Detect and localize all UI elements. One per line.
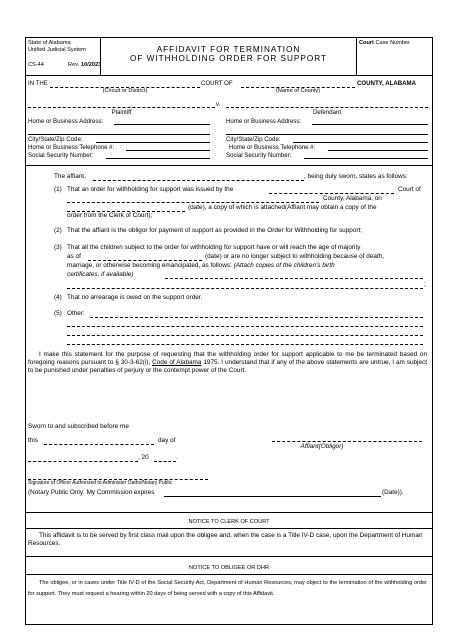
item3-text-c: (date) or are no longer subject to withholding because of death, — [205, 253, 385, 260]
plaintiff-address-field[interactable] — [114, 124, 210, 125]
notice-obligee-title: NOTICE TO OBLIGEE OR DHR — [189, 565, 269, 571]
item1-text-c: County, Alabama, on — [323, 195, 382, 202]
affiant-name-field[interactable] — [93, 180, 304, 181]
defendant-city-label: City/State/Zip Code: — [226, 136, 281, 143]
item2-text: That the affiant is the obligor for payment of support as provided in the Order for Withholding for support; — [67, 227, 363, 234]
item5-other-field-4[interactable] — [67, 344, 423, 345]
plaintiff-address-field-2[interactable] — [28, 134, 210, 135]
item5-number: (5) — [54, 310, 62, 317]
item3-text-e: (Attach copies of the children's birth — [233, 262, 335, 269]
statement-code-of-alabama: Code of Alabama — [152, 359, 202, 366]
plaintiff-phone-label: Home or Business Telephone #: — [28, 144, 115, 151]
circuit-or-district-hint: (Circuit or District) — [102, 88, 148, 94]
defendant-address-label: Home or Business Address: — [226, 118, 302, 125]
statement-text-b: 1975. I understand that if any of the above statements are untrue, I am subject to be punished under penalties of perjury or the contempt power of the Court. — [28, 359, 427, 374]
rev-label: Rev. — [68, 62, 80, 68]
affiant-signature-label: Affiant(Obligor) — [300, 443, 344, 450]
item3-children-field-1[interactable] — [165, 278, 423, 279]
item3-text-f: certificates, if available) — [67, 271, 134, 278]
item5-other-field-2[interactable] — [67, 326, 423, 327]
notice-clerk-title: NOTICE TO CLERK OF COURT — [188, 519, 270, 525]
day-of-label: day of — [158, 437, 176, 444]
versus-label: v. — [216, 101, 221, 108]
name-of-county-hint: (Name of County) — [275, 88, 321, 94]
notice-clerk-top-rule — [25, 512, 433, 513]
defendant-ssn-field[interactable] — [304, 158, 428, 159]
notice-clerk-title-rule — [25, 528, 433, 529]
court-of-label: COURT OF — [201, 80, 233, 87]
sworn-label: Sworn to and subscribed before me — [28, 423, 129, 430]
plaintiff-address-label: Home or Business Address: — [28, 118, 104, 125]
item5-other-field-1[interactable] — [90, 317, 423, 318]
plaintiff-name-field[interactable] — [28, 107, 215, 108]
officer-signature-label: Signature of Officer Authorized to Administer Oaths/Notary Public — [28, 480, 173, 486]
notary-date-label: (Date)). — [382, 489, 404, 496]
plaintiff-label: Plaintiff — [111, 109, 132, 116]
item4-text: That no arrearage is owed on the support order. — [67, 294, 203, 301]
item5-label: Other: — [67, 310, 85, 317]
notice-clerk-text: This affidavit is to be served by first class mail upon the obligee and, when the case is a Title IV-D case, upon the Department of Human Resources. — [28, 532, 423, 547]
state-label: State of Alabama — [28, 40, 71, 46]
statement-text-a: I make this statement for the purpose of requesting that the withholding order for support applicable to me be terminated based on foregoing reasons pursuant to § 30-3-62(i), — [28, 351, 427, 366]
caption-divider — [25, 165, 433, 166]
defendant-address-field[interactable] — [312, 124, 428, 125]
month-field[interactable] — [28, 461, 138, 462]
rev-date: 10/2023 — [81, 62, 102, 68]
notice-obligee-title-rule — [25, 574, 433, 575]
defendant-address-field-2[interactable] — [226, 134, 428, 135]
defendant-phone-field[interactable] — [328, 150, 428, 151]
item3-text-d — [67, 262, 335, 270]
item3-number: (3) — [54, 244, 62, 251]
case-number-label: Court Case Number — [359, 40, 410, 46]
year-period: . — [176, 454, 178, 461]
commission-expires-field[interactable] — [164, 496, 381, 497]
header-right-divider — [356, 37, 357, 75]
item1-court-field[interactable] — [269, 193, 394, 194]
year-field[interactable] — [154, 461, 176, 462]
case-number-field[interactable] — [358, 49, 431, 73]
year-label: , 20 — [138, 454, 149, 461]
item2-number: (2) — [54, 227, 62, 234]
defendant-ssn-label: Social Security Number: — [226, 152, 292, 159]
item1-county-field[interactable] — [67, 202, 319, 203]
notice-obligee-top-rule — [25, 556, 433, 557]
plaintiff-ssn-label: Social Security Number: — [28, 152, 94, 159]
item3-text-a: That all the children subject to the order for withholding for support have or will reach the age of majority — [67, 244, 361, 251]
county-alabama-label: COUNTY, ALABAMA — [357, 80, 417, 87]
item1-text-b: Court of — [398, 186, 421, 193]
in-the-label: IN THE — [28, 80, 48, 87]
item5-other-field-3[interactable] — [67, 335, 423, 336]
defendant-city-field[interactable] — [293, 142, 428, 143]
defendant-phone-label: Home or Business Telephone #: — [229, 144, 316, 151]
item3-text-d-main: marriage, or otherwise becoming emancipated, as follows: — [67, 262, 232, 269]
notice-obligee-text: The obligee, or in cases under Title IV-D of the Social Security Act, Department of Human Resources, may object to the termination of the withholding order for support. They must request a hearing within 20 days of being served with a copy of this Affidavit. — [28, 580, 427, 597]
affiant-intro-label: The affiant, — [54, 173, 86, 180]
statement-paragraph — [28, 351, 427, 375]
form-number: CS-44 — [28, 62, 44, 68]
defendant-name-field[interactable] — [226, 107, 428, 108]
defendant-label: Defendant — [312, 109, 342, 116]
affiant-signature-field[interactable] — [272, 441, 422, 442]
form-title-line1: AFFIDAVIT FOR TERMINATION — [156, 45, 301, 54]
item3-semicolon: ; — [424, 281, 426, 288]
item3-children-field-2[interactable] — [67, 288, 423, 289]
day-field[interactable] — [44, 444, 154, 445]
item1-number: (1) — [54, 186, 62, 193]
item4-number: (4) — [54, 294, 62, 301]
item1-text-a: That an order for withholding for support was issued by the — [67, 186, 234, 193]
plaintiff-city-label: City/State/Zip Code: — [28, 136, 83, 143]
item1-text-d: (date), a copy of which is attached(Affiant may obtain a copy of the — [188, 204, 377, 211]
plaintiff-city-field[interactable] — [96, 142, 210, 143]
system-label: Unified Judicial System — [28, 47, 86, 53]
this-label: this — [28, 437, 38, 444]
item3-date-field[interactable] — [88, 260, 202, 261]
form-title-line2: OF WITHHOLDING ORDER FOR SUPPORT — [130, 54, 327, 63]
item3-text-b: as of — [67, 253, 81, 260]
affiant-intro-tail: , being duly sworn, states as follows: — [304, 173, 408, 180]
item1-text-e: order from the Clerk of Court); — [67, 212, 153, 219]
notary-label: (Notary Public Only: My Commission expires — [28, 489, 155, 496]
plaintiff-phone-field[interactable] — [126, 150, 210, 151]
plaintiff-ssn-field[interactable] — [106, 158, 210, 159]
